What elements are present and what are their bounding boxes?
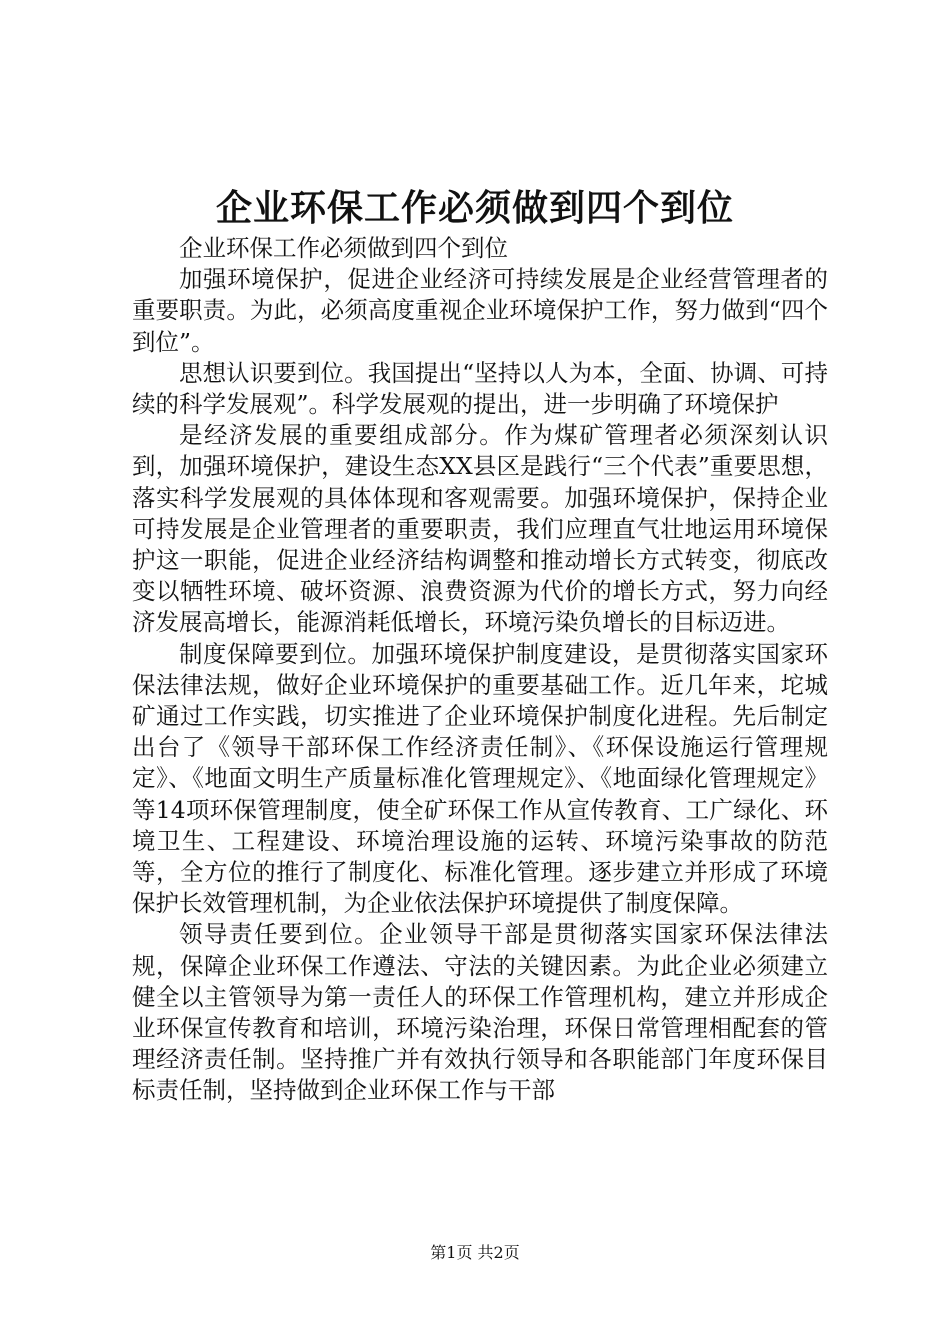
document-title: 企业环保工作必须做到四个到位: [215, 187, 734, 229]
paragraph: 制度保障要到位。加强环境保护制度建设，是贯彻落实国家环保法律法规，做好企业环境保护的重要基础工作。近几年来，坨城矿通过工作实践，切实推进了企业环境保护制度化进程。先后制定出台了《领导干部环保工作经济责任制》、《环保设施运行管理规定》、《地面文明生产质量标准化管理规定》、《地面绿化管理规定》等14项环保管理制度，使全矿环保工作从宣传教育、工广绿化、环境卫生、工程建设、环境治理设施的运转、环境污染事故的防范等，全方位的推行了制度化、标准化管理。逐步建立并形成了环境保护长效管理机制，为企业依法保护环境提供了制度保障。: [132, 639, 828, 918]
paragraph: 思想认识要到位。我国提出“坚持以人为本，全面、协调、可持续的科学发展观”。科学发展观的提出，进一步明确了环境保护: [132, 358, 828, 419]
paragraph: 企业环保工作必须做到四个到位: [179, 234, 508, 262]
page-number-footer: 第1页 共2页: [430, 1243, 520, 1262]
paragraph: 领导责任要到位。企业领导干部是贯彻落实国家环保法律法规，保障企业环保工作遵法、守法的关键因素。为此企业必须建立健全以主管领导为第一责任人的环保工作管理机构，建立并形成企业环保宣传教育和培训，环境污染治理，环保日常管理相配套的管理经济责任制。坚持推广并有效执行领导和各职能部门年度环保目标责任制，坚持做到企业环保工作与干部: [132, 920, 828, 1105]
paragraph: 是经济发展的重要组成部分。作为煤矿管理者必须深刻认识到，加强环境保护，建设生态XX县区是践行“三个代表”重要思想，落实科学发展观的具体体现和客观需要。加强环境保护，保持企业可持发展是企业管理者的重要职责，我们应理直气壮地运用环境保护这一职能，促进企业经济结构调整和推动增长方式转变，彻底改变以牺牲环境、破坏资源、浪费资源为代价的增长方式，努力向经济发展高增长，能源消耗低增长，环境污染负增长的目标迈进。: [132, 421, 828, 637]
paragraph: 加强环境保护，促进企业经济可持续发展是企业经营管理者的重要职责。为此，必须高度重视企业环境保护工作，努力做到“四个到位”。: [132, 265, 828, 356]
document-body: [132, 233, 828, 1107]
